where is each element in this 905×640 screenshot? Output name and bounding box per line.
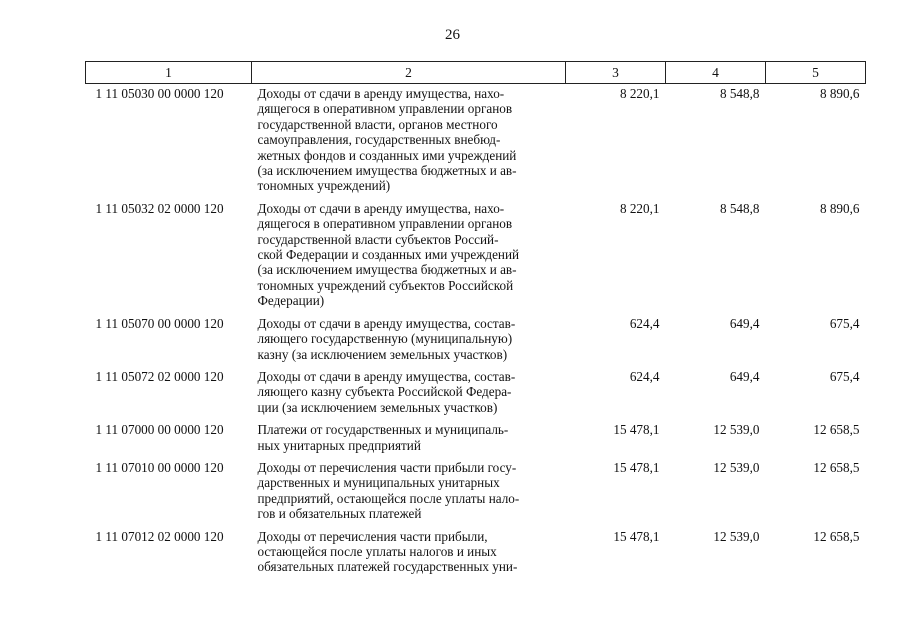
column-header-year-1: 3 (566, 62, 666, 84)
table-row (86, 84, 866, 199)
revenue-description: Доходы от перечисления части прибыли, остающейся после уплаты налогов и иных обязательных платежей государственных уни- (257, 528, 518, 575)
amount-year-1: 15 478,1 (613, 422, 660, 438)
amount-year-2: 12 539,0 (713, 459, 760, 475)
revenue-description: Доходы от сдачи в аренду имущества, нахо- дящегося в оперативном управлении органов государственной власти субъектов Россий- ской Федерации и созданных ими учреждений (за исключением имущества бюджетных и ав- тономных учреждений субъектов Российской Федерации) (257, 200, 520, 309)
amount-year-3: 675,4 (829, 368, 860, 384)
table-row (86, 199, 866, 314)
amount-year-3: 12 658,5 (813, 422, 860, 438)
amount-year-3: 12 658,5 (813, 459, 860, 475)
amount-year-1: 15 478,1 (613, 528, 660, 544)
budget-revenue-table (85, 61, 866, 580)
revenue-code: 1 11 05032 02 0000 120 (95, 200, 224, 216)
revenue-code: 1 11 07012 02 0000 120 (95, 528, 224, 544)
amount-year-1: 624,4 (629, 315, 660, 331)
revenue-code: 1 11 05070 00 0000 120 (95, 315, 224, 331)
amount-year-2: 649,4 (729, 368, 760, 384)
revenue-code: 1 11 07000 00 0000 120 (95, 422, 224, 438)
table-row (86, 458, 866, 527)
amount-year-1: 15 478,1 (613, 459, 660, 475)
revenue-description: Доходы от сдачи в аренду имущества, состав- ляющего государственную (муниципальную) казну (за исключением земельных участков) (257, 315, 516, 362)
revenue-description: Доходы от сдачи в аренду имущества, нахо- дящегося в оперативном управлении органов государственной власти, органов местного самоуправления, государственных внебюд- жетных фондов и созданных ими учреждений (за исключением имущества бюджетных и ав- тономных учреждений) (257, 86, 517, 194)
amount-year-2: 8 548,8 (719, 200, 760, 216)
amount-year-3: 675,4 (829, 315, 860, 331)
amount-year-3: 12 658,5 (813, 528, 860, 544)
column-header-code: 1 (86, 62, 252, 84)
amount-year-1: 8 220,1 (619, 200, 660, 216)
column-header-year-3: 5 (766, 62, 866, 84)
amount-year-1: 624,4 (629, 368, 660, 384)
amount-year-2: 12 539,0 (713, 528, 760, 544)
amount-year-2: 8 548,8 (719, 86, 760, 101)
revenue-description: Платежи от государственных и муниципаль- ных унитарных предприятий (257, 422, 509, 453)
table-row (86, 527, 866, 580)
revenue-code: 1 11 05072 02 0000 120 (95, 368, 224, 384)
column-header-description: 2 (252, 62, 566, 84)
amount-year-2: 649,4 (729, 315, 760, 331)
page-number: 26 (445, 27, 460, 43)
table-row (86, 367, 866, 420)
revenue-code: 1 11 05030 00 0000 120 (95, 86, 224, 101)
amount-year-3: 8 890,6 (819, 200, 860, 216)
column-header-year-2: 4 (666, 62, 766, 84)
table-header-row (86, 62, 866, 84)
revenue-code: 1 11 07010 00 0000 120 (95, 459, 224, 475)
amount-year-3: 8 890,6 (819, 86, 860, 101)
table-row (86, 314, 866, 367)
amount-year-1: 8 220,1 (619, 86, 660, 101)
revenue-description: Доходы от сдачи в аренду имущества, состав- ляющего казну субъекта Российской Федера- ции (за исключением земельных участков) (257, 368, 516, 415)
revenue-description: Доходы от перечисления части прибыли госу- дарственных и муниципальных унитарных предприятий, остающейся после уплаты нало- гов и обязательных платежей (257, 459, 520, 522)
table-row (86, 420, 866, 458)
amount-year-2: 12 539,0 (713, 422, 760, 438)
